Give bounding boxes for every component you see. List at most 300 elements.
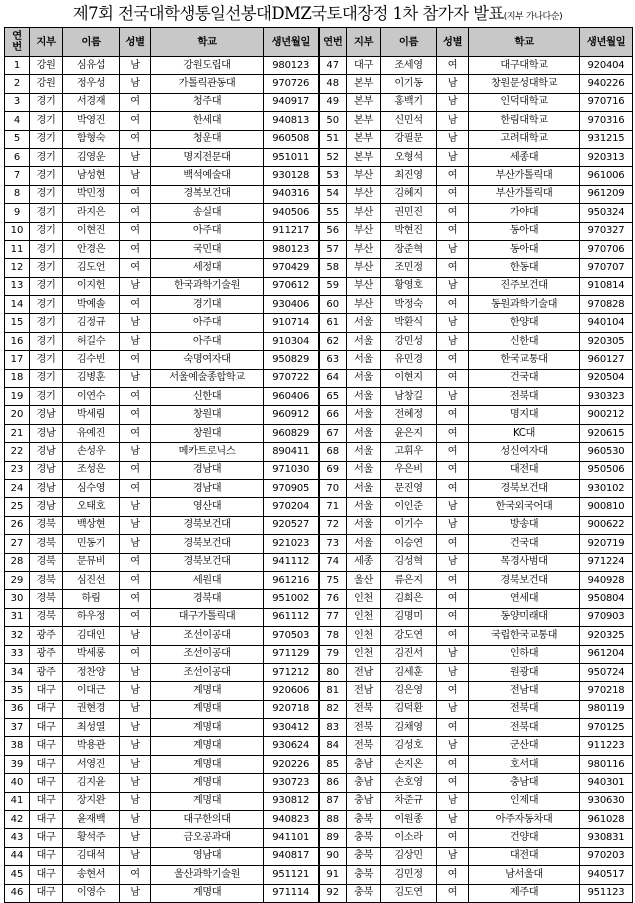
cell-name: 이현진: [63, 222, 120, 240]
cell-name: 라지은: [63, 204, 120, 222]
cell-branch: 경기: [30, 332, 63, 350]
table-row: [5, 332, 633, 350]
table-row: [5, 75, 633, 93]
table-row: [5, 811, 633, 829]
cell-dob: 970707: [580, 259, 633, 277]
cell-dob: 900810: [580, 498, 633, 516]
cell-gender: 남: [120, 332, 151, 350]
cell-dob: 971114: [264, 884, 319, 902]
cell-num: 9: [5, 204, 30, 222]
cell-name: 홍백기: [381, 93, 437, 111]
cell-school: 창원문성대학교: [469, 75, 580, 93]
cell-name: 김진서: [381, 645, 437, 663]
header-school: 학교: [469, 28, 580, 57]
cell-school: 한림대학교: [469, 112, 580, 130]
cell-branch: 경북: [30, 608, 63, 626]
cell-gender: 남: [437, 516, 469, 534]
cell-name: 권민진: [381, 204, 437, 222]
cell-branch: 경기: [30, 351, 63, 369]
cell-num: 50: [319, 112, 347, 130]
cell-gender: 남: [120, 700, 151, 718]
cell-gender: 남: [437, 645, 469, 663]
cell-dob: 951121: [264, 866, 319, 884]
cell-num: 3: [5, 93, 30, 111]
cell-dob: 910814: [580, 277, 633, 295]
cell-gender: 남: [437, 277, 469, 295]
cell-dob: 940517: [580, 866, 633, 884]
table-row: [5, 369, 633, 387]
header-branch: 지부: [347, 28, 381, 57]
cell-num: 48: [319, 75, 347, 93]
cell-name: 박예솔: [63, 296, 120, 314]
cell-dob: 940226: [580, 75, 633, 93]
cell-gender: 남: [120, 884, 151, 902]
cell-school: 목경사범대: [469, 553, 580, 571]
cell-branch: 충북: [347, 829, 381, 847]
cell-num: 58: [319, 259, 347, 277]
cell-name: 이인준: [381, 498, 437, 516]
cell-branch: 서울: [347, 498, 381, 516]
cell-gender: 여: [437, 351, 469, 369]
cell-num: 84: [319, 737, 347, 755]
cell-branch: 본부: [347, 130, 381, 148]
cell-gender: 남: [120, 829, 151, 847]
cell-name: 김정규: [63, 314, 120, 332]
cell-dob: 930323: [580, 388, 633, 406]
cell-school: 창원대: [151, 406, 264, 424]
cell-gender: 여: [120, 185, 151, 203]
table-row: [5, 479, 633, 497]
cell-branch: 경기: [30, 204, 63, 222]
cell-name: 김도연: [381, 884, 437, 902]
cell-name: 서영진: [63, 755, 120, 773]
table-row: [5, 57, 633, 75]
cell-gender: 여: [437, 571, 469, 589]
cell-num: 28: [5, 553, 30, 571]
cell-name: 조민정: [381, 259, 437, 277]
cell-branch: 경기: [30, 130, 63, 148]
cell-dob: 940506: [264, 204, 319, 222]
cell-gender: 여: [437, 627, 469, 645]
cell-name: 권현경: [63, 700, 120, 718]
cell-name: 송현서: [63, 866, 120, 884]
cell-branch: 세종: [347, 553, 381, 571]
cell-num: 73: [319, 535, 347, 553]
cell-school: 계명대: [151, 737, 264, 755]
cell-gender: 남: [437, 792, 469, 810]
table-row: [5, 829, 633, 847]
cell-dob: 970218: [580, 682, 633, 700]
cell-dob: 960829: [264, 424, 319, 442]
cell-gender: 여: [437, 461, 469, 479]
cell-school: 아주대: [151, 332, 264, 350]
cell-name: 유민경: [381, 351, 437, 369]
cell-school: 한세대: [151, 112, 264, 130]
cell-dob: 920404: [580, 57, 633, 75]
cell-dob: 940917: [264, 93, 319, 111]
cell-dob: 910714: [264, 314, 319, 332]
cell-name: 류은지: [381, 571, 437, 589]
cell-gender: 남: [120, 811, 151, 829]
cell-branch: 서울: [347, 461, 381, 479]
cell-gender: 여: [120, 93, 151, 111]
cell-dob: 980123: [264, 57, 319, 75]
cell-gender: 여: [120, 461, 151, 479]
cell-gender: 남: [437, 148, 469, 166]
cell-name: 강필문: [381, 130, 437, 148]
cell-num: 75: [319, 571, 347, 589]
cell-num: 27: [5, 535, 30, 553]
table-row: [5, 406, 633, 424]
cell-gender: 여: [437, 167, 469, 185]
cell-name: 박세롱: [63, 645, 120, 663]
cell-name: 문진영: [381, 479, 437, 497]
cell-school: 군산대: [469, 737, 580, 755]
cell-school: 전북대: [469, 700, 580, 718]
table-row: [5, 847, 633, 865]
cell-num: 44: [5, 847, 30, 865]
cell-dob: 900622: [580, 516, 633, 534]
cell-num: 5: [5, 130, 30, 148]
cell-gender: 여: [120, 479, 151, 497]
cell-dob: 970706: [580, 240, 633, 258]
cell-gender: 여: [437, 424, 469, 442]
cell-name: 김명미: [381, 608, 437, 626]
cell-dob: 950506: [580, 461, 633, 479]
cell-branch: 서울: [347, 369, 381, 387]
cell-branch: 부산: [347, 296, 381, 314]
cell-branch: 충남: [347, 755, 381, 773]
cell-name: 강민성: [381, 332, 437, 350]
table-row: [5, 167, 633, 185]
cell-branch: 대구: [30, 700, 63, 718]
cell-gender: 남: [120, 792, 151, 810]
table-row: [5, 240, 633, 258]
cell-school: 경북보건대: [469, 479, 580, 497]
header-name: 이름: [63, 28, 120, 57]
cell-name: 김대인: [63, 627, 120, 645]
cell-name: 정우성: [63, 75, 120, 93]
cell-branch: 대구: [30, 884, 63, 902]
cell-num: 49: [319, 93, 347, 111]
cell-branch: 부산: [347, 259, 381, 277]
cell-branch: 대구: [30, 719, 63, 737]
cell-gender: 남: [120, 737, 151, 755]
cell-dob: 890411: [264, 443, 319, 461]
cell-num: 20: [5, 406, 30, 424]
table-row: [5, 737, 633, 755]
cell-dob: 970722: [264, 369, 319, 387]
cell-branch: 경기: [30, 93, 63, 111]
cell-gender: 남: [120, 663, 151, 681]
cell-num: 36: [5, 700, 30, 718]
cell-gender: 여: [120, 608, 151, 626]
cell-branch: 본부: [347, 93, 381, 111]
cell-dob: 920504: [580, 369, 633, 387]
cell-gender: 남: [120, 516, 151, 534]
cell-num: 1: [5, 57, 30, 75]
cell-gender: 남: [437, 388, 469, 406]
cell-gender: 여: [437, 608, 469, 626]
cell-dob: 920226: [264, 755, 319, 773]
cell-num: 7: [5, 167, 30, 185]
cell-name: 김지윤: [63, 774, 120, 792]
cell-school: 진주보건대: [469, 277, 580, 295]
cell-branch: 경북: [30, 590, 63, 608]
table-row: [5, 498, 633, 516]
title-sub: (지부 가나다순): [503, 12, 563, 22]
cell-school: 동아대: [469, 240, 580, 258]
cell-name: 김수빈: [63, 351, 120, 369]
cell-branch: 전북: [347, 719, 381, 737]
cell-school: 영산대: [151, 498, 264, 516]
cell-gender: 여: [437, 369, 469, 387]
cell-name: 박환식: [381, 314, 437, 332]
cell-school: 연세대: [469, 590, 580, 608]
cell-branch: 본부: [347, 75, 381, 93]
cell-gender: 여: [437, 535, 469, 553]
table-row: [5, 571, 633, 589]
cell-branch: 충남: [347, 774, 381, 792]
cell-dob: 960127: [580, 351, 633, 369]
cell-name: 김성혁: [381, 553, 437, 571]
cell-gender: 남: [120, 369, 151, 387]
cell-dob: 980116: [580, 755, 633, 773]
table-row: [5, 774, 633, 792]
table-row: [5, 663, 633, 681]
cell-gender: 남: [120, 148, 151, 166]
cell-name: 심유섭: [63, 57, 120, 75]
cell-name: 이기동: [381, 75, 437, 93]
cell-num: 17: [5, 351, 30, 369]
cell-school: 대구가톨릭대: [151, 608, 264, 626]
table-row: [5, 443, 633, 461]
cell-branch: 서울: [347, 535, 381, 553]
cell-name: 김세훈: [381, 663, 437, 681]
cell-name: 정찬양: [63, 663, 120, 681]
page-title: [0, 0, 635, 28]
cell-num: 76: [319, 590, 347, 608]
cell-school: 송실대: [151, 204, 264, 222]
cell-num: 66: [319, 406, 347, 424]
cell-school: 아주자동차대: [469, 811, 580, 829]
cell-branch: 부산: [347, 167, 381, 185]
cell-gender: 남: [120, 167, 151, 185]
cell-name: 김영운: [63, 148, 120, 166]
cell-branch: 서울: [347, 406, 381, 424]
table-row: [5, 93, 633, 111]
cell-dob: 970903: [580, 608, 633, 626]
cell-num: 87: [319, 792, 347, 810]
table-body: [5, 28, 633, 903]
participant-table: [4, 27, 633, 903]
cell-name: 이기수: [381, 516, 437, 534]
cell-gender: 남: [437, 737, 469, 755]
cell-gender: 여: [120, 388, 151, 406]
cell-gender: 여: [120, 571, 151, 589]
cell-dob: 900212: [580, 406, 633, 424]
cell-name: 전혜정: [381, 406, 437, 424]
cell-school: 국민대: [151, 240, 264, 258]
cell-name: 김병훈: [63, 369, 120, 387]
cell-num: 74: [319, 553, 347, 571]
cell-gender: 여: [437, 774, 469, 792]
cell-name: 김희은: [381, 590, 437, 608]
cell-school: 금오공과대: [151, 829, 264, 847]
cell-gender: 남: [120, 627, 151, 645]
cell-dob: 910304: [264, 332, 319, 350]
table-row: [5, 461, 633, 479]
cell-school: 인덕대학교: [469, 93, 580, 111]
cell-num: 89: [319, 829, 347, 847]
cell-num: 40: [5, 774, 30, 792]
cell-school: 경남대: [151, 479, 264, 497]
cell-name: 장준혁: [381, 240, 437, 258]
cell-branch: 경기: [30, 388, 63, 406]
cell-dob: 920313: [580, 148, 633, 166]
cell-school: 경북보건대: [151, 516, 264, 534]
cell-dob: 920719: [580, 535, 633, 553]
cell-branch: 경북: [30, 571, 63, 589]
cell-num: 6: [5, 148, 30, 166]
cell-branch: 서울: [347, 479, 381, 497]
cell-dob: 930412: [264, 719, 319, 737]
cell-branch: 부산: [347, 240, 381, 258]
table-row: [5, 516, 633, 534]
cell-num: 34: [5, 663, 30, 681]
cell-dob: 920325: [580, 627, 633, 645]
table-row: [5, 792, 633, 810]
cell-name: 오형석: [381, 148, 437, 166]
cell-gender: 남: [120, 314, 151, 332]
cell-school: 세원대: [151, 571, 264, 589]
cell-dob: 930624: [264, 737, 319, 755]
cell-dob: 950724: [580, 663, 633, 681]
cell-name: 하우정: [63, 608, 120, 626]
table-row: [5, 277, 633, 295]
cell-branch: 서울: [347, 424, 381, 442]
cell-gender: 여: [120, 590, 151, 608]
cell-name: 김은영: [381, 682, 437, 700]
cell-school: 세종대: [469, 148, 580, 166]
cell-gender: 여: [120, 204, 151, 222]
cell-gender: 남: [437, 112, 469, 130]
table-row: [5, 424, 633, 442]
cell-school: KC대: [469, 424, 580, 442]
cell-gender: 남: [437, 498, 469, 516]
cell-dob: 920527: [264, 516, 319, 534]
cell-branch: 인천: [347, 627, 381, 645]
cell-school: 조선이공대: [151, 663, 264, 681]
cell-dob: 970905: [264, 479, 319, 497]
cell-name: 최진영: [381, 167, 437, 185]
cell-branch: 경북: [30, 535, 63, 553]
cell-school: 조선이공대: [151, 645, 264, 663]
cell-num: 8: [5, 185, 30, 203]
cell-school: 청운대: [151, 130, 264, 148]
cell-gender: 남: [120, 277, 151, 295]
cell-dob: 940823: [264, 811, 319, 829]
cell-dob: 960530: [580, 443, 633, 461]
cell-gender: 여: [120, 259, 151, 277]
cell-name: 강도연: [381, 627, 437, 645]
cell-gender: 남: [120, 719, 151, 737]
cell-name: 손호영: [381, 774, 437, 792]
cell-branch: 광주: [30, 645, 63, 663]
cell-num: 79: [319, 645, 347, 663]
cell-dob: 950804: [580, 590, 633, 608]
cell-branch: 서울: [347, 388, 381, 406]
cell-gender: 남: [120, 535, 151, 553]
table-row: [5, 148, 633, 166]
cell-name: 윤재백: [63, 811, 120, 829]
cell-school: 제주대: [469, 884, 580, 902]
cell-name: 김채영: [381, 719, 437, 737]
cell-school: 명지전문대: [151, 148, 264, 166]
cell-school: 계명대: [151, 884, 264, 902]
cell-num: 68: [319, 443, 347, 461]
cell-branch: 대구: [30, 792, 63, 810]
cell-gender: 남: [120, 75, 151, 93]
cell-school: 한양대: [469, 314, 580, 332]
cell-branch: 부산: [347, 222, 381, 240]
cell-gender: 남: [437, 811, 469, 829]
cell-gender: 남: [437, 553, 469, 571]
table-row: [5, 645, 633, 663]
cell-branch: 서울: [347, 332, 381, 350]
cell-school: 메카트로닉스: [151, 443, 264, 461]
cell-name: 황영호: [381, 277, 437, 295]
cell-school: 대구한의대: [151, 811, 264, 829]
cell-gender: 여: [120, 351, 151, 369]
cell-school: 경남대: [151, 461, 264, 479]
cell-gender: 남: [437, 847, 469, 865]
cell-branch: 울산: [347, 571, 381, 589]
cell-dob: 961216: [264, 571, 319, 589]
cell-num: 91: [319, 866, 347, 884]
cell-num: 90: [319, 847, 347, 865]
cell-name: 이지헌: [63, 277, 120, 295]
cell-gender: 남: [437, 314, 469, 332]
cell-gender: 여: [437, 884, 469, 902]
cell-name: 함형숙: [63, 130, 120, 148]
cell-num: 38: [5, 737, 30, 755]
cell-gender: 여: [120, 222, 151, 240]
cell-num: 25: [5, 498, 30, 516]
cell-dob: 970828: [580, 296, 633, 314]
cell-gender: 여: [437, 57, 469, 75]
table-row: [5, 222, 633, 240]
cell-branch: 전남: [347, 682, 381, 700]
cell-num: 51: [319, 130, 347, 148]
cell-dob: 961204: [580, 645, 633, 663]
cell-dob: 970204: [264, 498, 319, 516]
cell-dob: 970203: [580, 847, 633, 865]
cell-name: 조성은: [63, 461, 120, 479]
cell-school: 원광대: [469, 663, 580, 681]
cell-name: 김혜지: [381, 185, 437, 203]
header-dob: 생년월일: [264, 28, 319, 57]
cell-dob: 930102: [580, 479, 633, 497]
cell-school: 청주대: [151, 93, 264, 111]
cell-name: 문뮤비: [63, 553, 120, 571]
cell-num: 60: [319, 296, 347, 314]
cell-gender: 남: [437, 130, 469, 148]
cell-gender: 여: [437, 866, 469, 884]
cell-num: 80: [319, 663, 347, 681]
cell-name: 조세영: [381, 57, 437, 75]
cell-num: 24: [5, 479, 30, 497]
